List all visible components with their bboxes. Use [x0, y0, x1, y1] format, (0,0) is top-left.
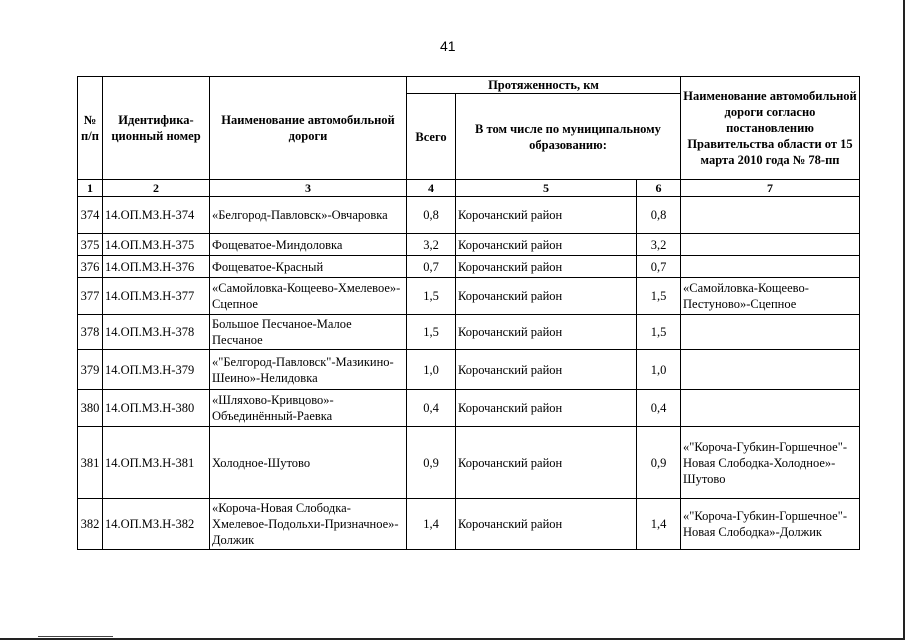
row-district: Корочанский район — [456, 499, 637, 550]
row-part: 1,0 — [637, 350, 681, 390]
row-part: 0,7 — [637, 256, 681, 278]
row-num: 380 — [78, 390, 103, 427]
row-road-name: Большое Песчаное-Малое Песчаное — [210, 315, 407, 350]
table-row — [78, 256, 860, 278]
row-road-name: Холодное-Шутово — [210, 427, 407, 499]
row-gov-name: «Самойловка-Кощеево-Пестуново»-Сцепное — [681, 278, 860, 315]
row-road-name: «Шляхово-Кривцово»-Объединённый-Раевка — [210, 390, 407, 427]
row-part: 0,4 — [637, 390, 681, 427]
table-row — [78, 234, 860, 256]
row-id: 14.ОП.МЗ.Н-381 — [103, 427, 210, 499]
col-index: 4 — [407, 180, 456, 197]
header-num: № п/п — [78, 77, 103, 180]
row-district: Корочанский район — [456, 278, 637, 315]
row-road-name: Фощеватое-Красный — [210, 256, 407, 278]
row-gov-name — [681, 256, 860, 278]
header-incl: В том числе по муниципальному образованию: — [456, 94, 681, 180]
row-part: 0,9 — [637, 427, 681, 499]
row-total: 0,9 — [407, 427, 456, 499]
row-id: 14.ОП.МЗ.Н-377 — [103, 278, 210, 315]
row-district: Корочанский район — [456, 256, 637, 278]
row-gov-name: «"Короча-Губкин-Горшечное"-Новая Слободка»-Должик — [681, 499, 860, 550]
row-district: Корочанский район — [456, 315, 637, 350]
row-id: 14.ОП.МЗ.Н-380 — [103, 390, 210, 427]
col-index: 1 — [78, 180, 103, 197]
row-district: Корочанский район — [456, 350, 637, 390]
header-row-1 — [78, 77, 860, 94]
row-road-name: «Белгород-Павловск»-Овчаровка — [210, 197, 407, 234]
row-district: Корочанский район — [456, 390, 637, 427]
row-part: 3,2 — [637, 234, 681, 256]
row-part: 1,5 — [637, 315, 681, 350]
row-road-name: «Короча-Новая Слободка-Хмелевое-Подольхи-Призначное»-Должик — [210, 499, 407, 550]
row-num: 375 — [78, 234, 103, 256]
row-total: 0,8 — [407, 197, 456, 234]
row-gov-name — [681, 350, 860, 390]
roads-table — [77, 76, 860, 550]
row-district: Корочанский район — [456, 197, 637, 234]
row-num: 377 — [78, 278, 103, 315]
table-row — [78, 499, 860, 550]
row-gov-name — [681, 390, 860, 427]
header-name: Наименование автомобильной дороги — [210, 77, 407, 180]
row-id: 14.ОП.МЗ.Н-382 — [103, 499, 210, 550]
table-row — [78, 427, 860, 499]
header-total: Всего — [407, 94, 456, 180]
row-gov-name — [681, 315, 860, 350]
row-total: 1,0 — [407, 350, 456, 390]
row-id: 14.ОП.МЗ.Н-375 — [103, 234, 210, 256]
col-index: 6 — [637, 180, 681, 197]
table-row — [78, 278, 860, 315]
col-index: 5 — [456, 180, 637, 197]
row-district: Корочанский район — [456, 427, 637, 499]
col-index: 3 — [210, 180, 407, 197]
row-gov-name — [681, 197, 860, 234]
table-row — [78, 315, 860, 350]
row-road-name: «"Белгород-Павловск"-Мазикино-Шеино»-Нелидовка — [210, 350, 407, 390]
row-num: 374 — [78, 197, 103, 234]
row-num: 381 — [78, 427, 103, 499]
row-road-name: «Самойловка-Кощеево-Хмелевое»-Сцепное — [210, 278, 407, 315]
row-district: Корочанский район — [456, 234, 637, 256]
row-gov-name: «"Короча-Губкин-Горшечное"-Новая Слободка-Холодное»-Шутово — [681, 427, 860, 499]
row-gov-name — [681, 234, 860, 256]
row-road-name: Фощеватое-Миндоловка — [210, 234, 407, 256]
row-total: 0,7 — [407, 256, 456, 278]
row-total: 1,4 — [407, 499, 456, 550]
table-row — [78, 197, 860, 234]
table-row — [78, 350, 860, 390]
row-num: 379 — [78, 350, 103, 390]
row-part: 1,5 — [637, 278, 681, 315]
row-id: 14.ОП.МЗ.Н-378 — [103, 315, 210, 350]
row-part: 1,4 — [637, 499, 681, 550]
row-num: 378 — [78, 315, 103, 350]
row-id: 14.ОП.МЗ.Н-376 — [103, 256, 210, 278]
header-length-group: Протяженность, км — [407, 77, 681, 94]
row-id: 14.ОП.МЗ.Н-379 — [103, 350, 210, 390]
row-part: 0,8 — [637, 197, 681, 234]
footnote-rule — [38, 636, 113, 637]
row-total: 3,2 — [407, 234, 456, 256]
row-total: 0,4 — [407, 390, 456, 427]
row-num: 382 — [78, 499, 103, 550]
row-num: 376 — [78, 256, 103, 278]
row-total: 1,5 — [407, 278, 456, 315]
col-index: 7 — [681, 180, 860, 197]
header-id: Идентифика-ционный номер — [103, 77, 210, 180]
table-row — [78, 390, 860, 427]
row-id: 14.ОП.МЗ.Н-374 — [103, 197, 210, 234]
col-index: 2 — [103, 180, 210, 197]
column-index-row — [78, 180, 860, 197]
page-number: 41 — [440, 38, 456, 54]
row-total: 1,5 — [407, 315, 456, 350]
header-gov-name: Наименование автомобильной дороги согласно постановлению Правительства области от 15 марта 2010 года № 78-пп — [681, 77, 860, 180]
